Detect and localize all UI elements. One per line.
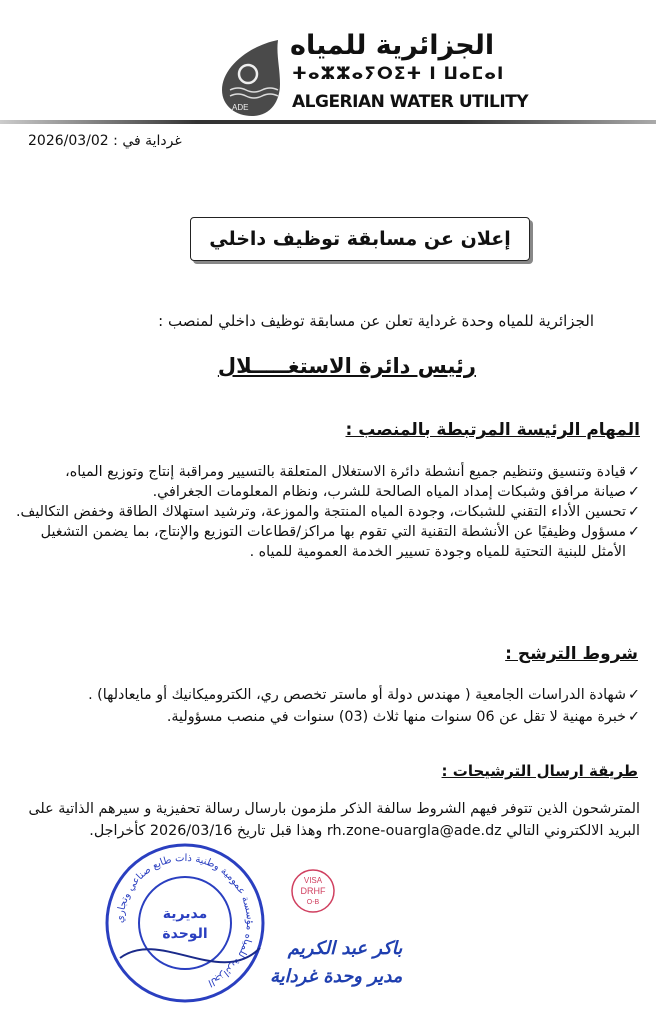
list-item: ✓ مسؤول وظيفيًا عن الأنشطة التقنية التي تقوم بها مراكز/قطاعات التوزيع والإنتاج، بما يضمن التشغيل الأمثل للبنية التحتية للمياه وجودة تسيير الخدمة العمومية للمياه . [10, 522, 640, 562]
position-title: رئيس دائرة الاستغـــــلال [217, 354, 476, 378]
signature-name: باكر عبد الكريم [287, 938, 403, 959]
svg-text:DRHF: DRHF [300, 886, 326, 896]
list-item: ✓ خبرة مهنية لا تقل عن 06 سنوات منها ثلاث (03) سنوات في منصب مسؤولية. [10, 706, 640, 728]
official-round-stamp [100, 838, 270, 1012]
submission-text: المترشحون الذين تتوفر فيهم الشروط سالفة الذكر ملزمون بارسال رسالة تحفيزية و سيرهم الذاتية على البريد الالكتروني التالي rh.zone-ouargla@ade.dz وهذا قبل تاريخ 2026/03/16 كأخراجل. [28, 801, 640, 839]
svg-text:ADE: ADE [232, 103, 249, 112]
ade-logo-icon [218, 38, 284, 122]
logo-english-text: ALGERIAN WATER UTILITY [292, 92, 529, 112]
header-divider [0, 120, 656, 124]
list-item: ✓ شهادة الدراسات الجامعية ( مهندس دولة أو ماستر تخصص ري، الكتروميكانيك أو مايعادلها) . [10, 684, 640, 706]
intro-text: الجزائرية للمياه وحدة غرداية تعلن عن مسابقة توظيف داخلي لمنصب : [158, 312, 594, 330]
svg-text:مديرية: مديرية [162, 906, 208, 922]
tasks-heading: المهام الرئيسة المرتبطة بالمنصب : [345, 420, 640, 440]
date-line: غرداية في : 2026/03/02 [28, 133, 182, 149]
announcement-title [190, 217, 530, 261]
list-item: ✓ صيانة مرافق وشبكات إمداد المياه الصالحة للشرب، ونظام المعلومات الجغرافي. [10, 482, 640, 502]
svg-text:الجزائرية للمياه مؤسسة عمومية: الجزائرية للمياه مؤسسة عمومية وطنية ذات طابع صناعي وتجاري [114, 852, 256, 989]
tasks-list [10, 462, 640, 562]
svg-text:الوحدة: الوحدة [162, 926, 208, 942]
signature-block [270, 935, 402, 991]
logo-tifinagh-text: ⵜⴰⵣⵣⴰⵢⵔⵉⵜ ⵏ ⵡⴰⵎⴰⵏ [292, 64, 505, 84]
signature-role: مدير وحدة غرداية [270, 966, 403, 987]
conditions-heading: شروط الترشح : [505, 644, 638, 664]
logo-arabic-text: الجزائرية للمياه [290, 30, 495, 61]
conditions-list [10, 684, 640, 728]
list-item: ✓ تحسين الأداء التقني للشبكات، وجودة المياه المنتجة والموزعة، وترشيد استهلاك الطاقة وخفض التكاليف. [10, 502, 640, 522]
visa-stamp [290, 868, 336, 918]
submission-heading: طريقة ارسال الترشيحات : [441, 762, 638, 780]
svg-text:VISA: VISA [303, 876, 323, 885]
list-item: ✓ قيادة وتنسيق وتنظيم جميع أنشطة دائرة الاستغلال المتعلقة بالتسيير ومراقبة إنتاج وتوزيع المياه، [10, 462, 640, 482]
svg-text:O-B: O-B [306, 899, 320, 906]
title-text: إعلان عن مسابقة توظيف داخلي [209, 228, 511, 250]
